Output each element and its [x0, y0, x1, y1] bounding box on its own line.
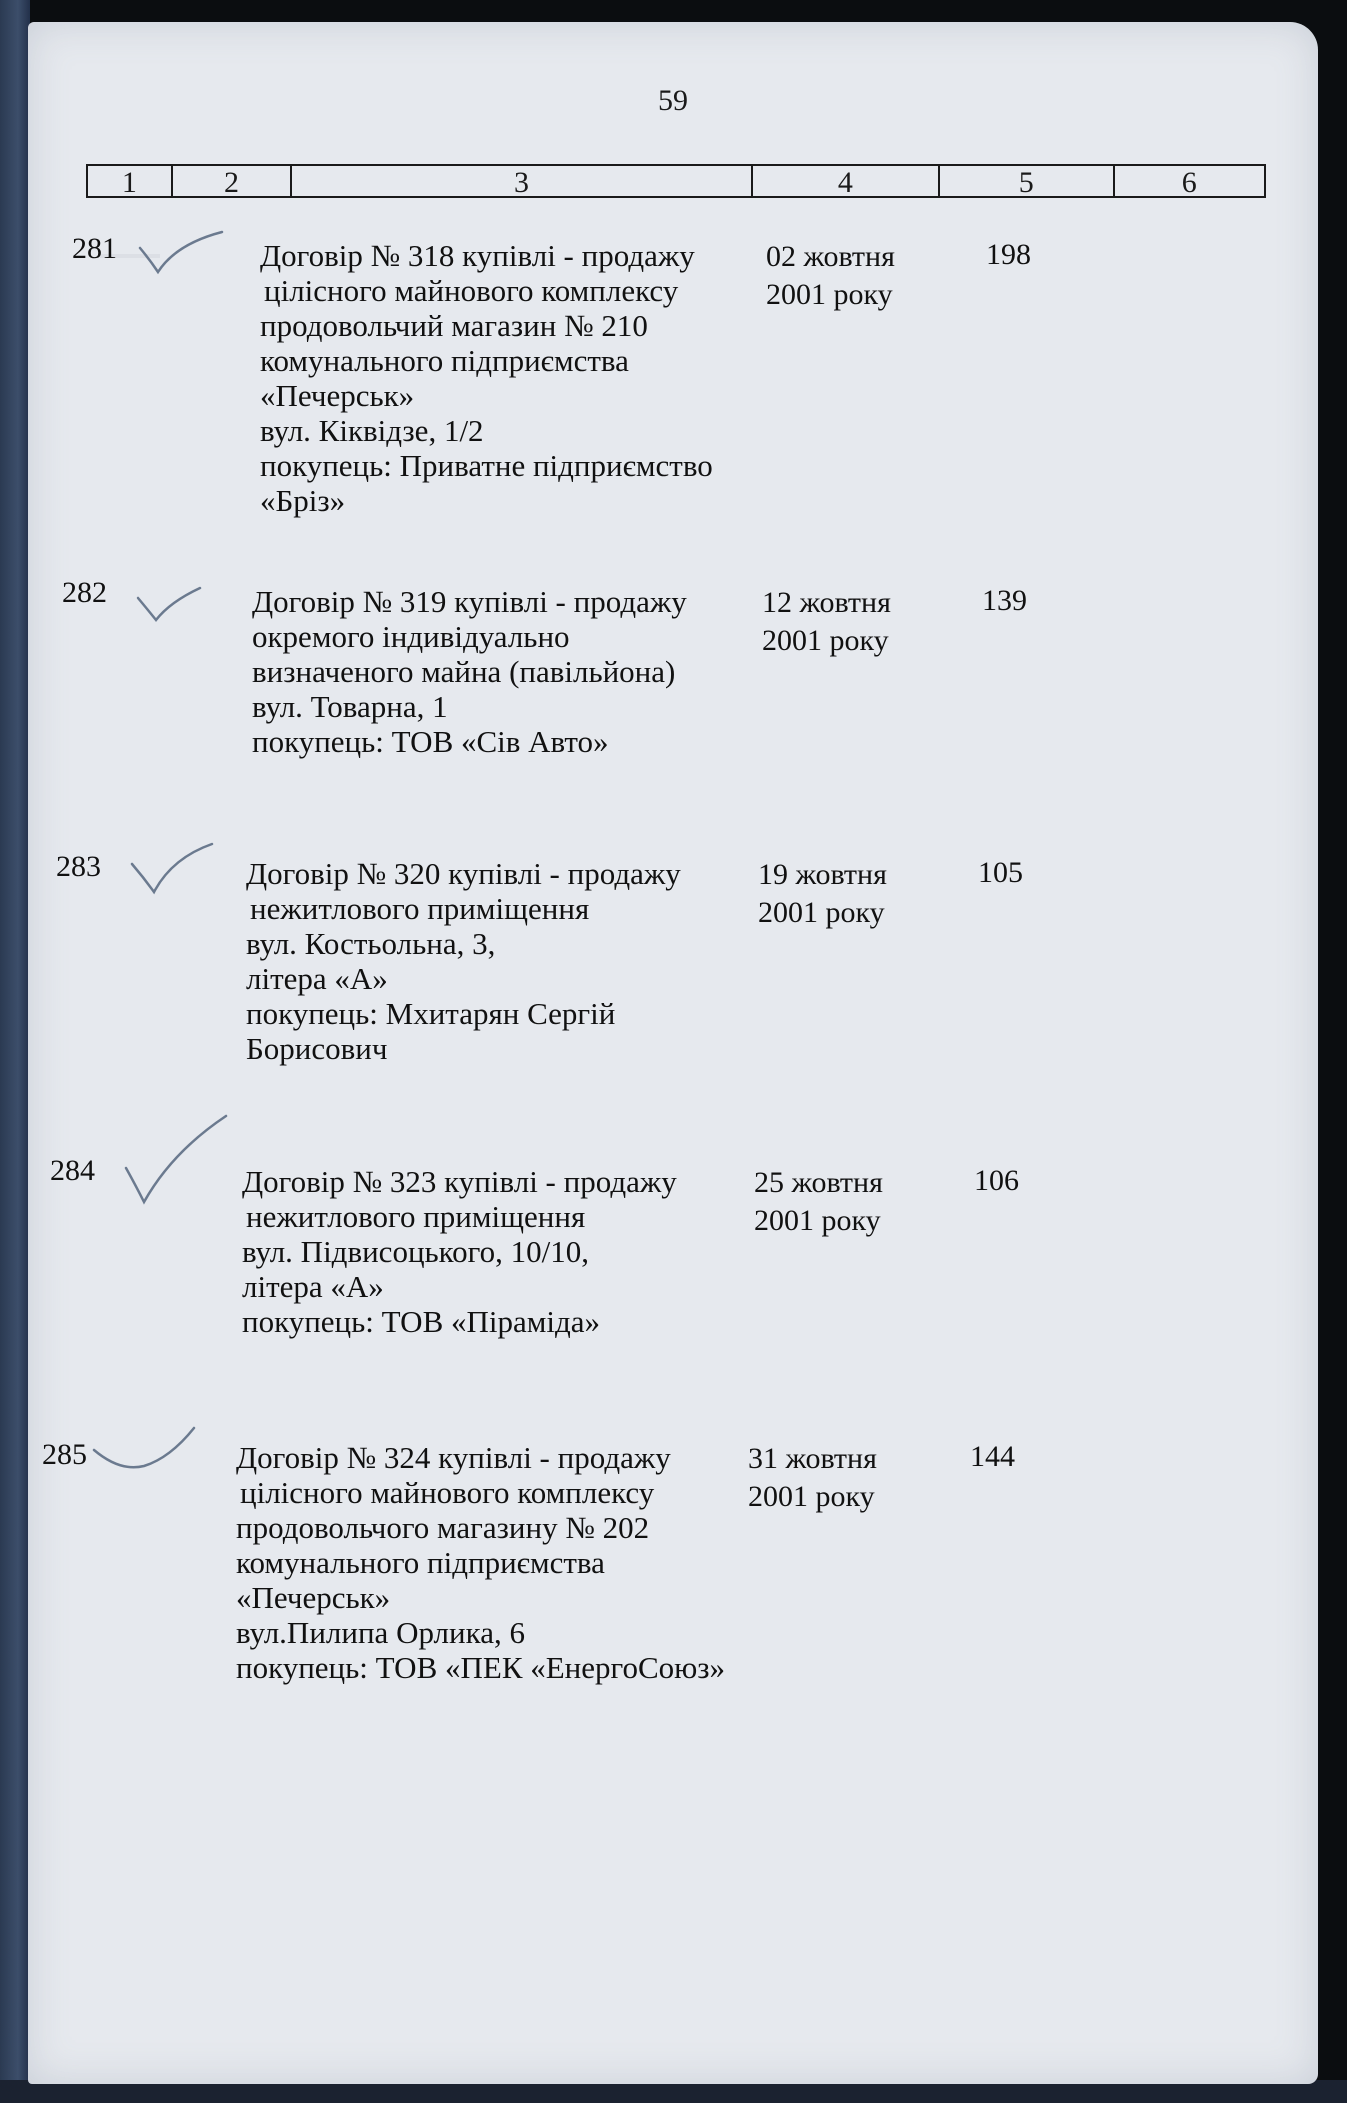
row-number: 281	[72, 232, 117, 265]
header-col-5: 5	[940, 166, 1114, 196]
page-number: 59	[658, 84, 688, 117]
description-line: покупець: ТОВ «Сів Авто»	[252, 724, 609, 759]
row-pages: 144	[970, 1440, 1015, 1473]
description-line: Договір № 324 купівлі - продажу	[236, 1440, 671, 1475]
row-description	[236, 1440, 756, 1685]
description-line: цілісного майнового комплексу	[240, 1475, 655, 1510]
description-line: Договір № 319 купівлі - продажу	[252, 584, 687, 619]
checkmark-icon	[134, 576, 206, 626]
description-line: визначеного майна (павільйона)	[252, 654, 676, 689]
row-date	[748, 1440, 948, 1516]
description-line: Договір № 323 купівлі - продажу	[242, 1164, 677, 1199]
date-year: 2001 року	[762, 624, 889, 657]
description-line: вул. Товарна, 1	[252, 689, 448, 724]
row-number: 285	[42, 1438, 87, 1471]
document-page	[28, 22, 1318, 2084]
row-date	[754, 1164, 954, 1240]
date-year: 2001 року	[748, 1480, 875, 1513]
checkmark-icon	[136, 226, 228, 278]
date-day: 19 жовтня	[758, 858, 887, 891]
header-col-3: 3	[292, 166, 752, 196]
description-line: Договір № 318 купівлі - продажу	[260, 238, 695, 273]
row-description	[246, 856, 766, 1066]
description-line: нежитлового приміщення	[250, 891, 590, 926]
date-day: 02 жовтня	[766, 240, 895, 273]
description-line: покупець: ТОВ «ПЕК «ЕнергоСоюз»	[236, 1650, 726, 1685]
description-line: нежитлового приміщення	[246, 1199, 586, 1234]
checkmark-icon	[122, 1112, 232, 1212]
row-pages: 105	[978, 856, 1023, 889]
date-day: 25 жовтня	[754, 1166, 883, 1199]
description-line: продовольчий магазин № 210	[260, 308, 648, 343]
description-line: вул. Костьольна, 3,	[246, 926, 496, 961]
row-date	[762, 584, 962, 660]
date-day: 31 жовтня	[748, 1442, 877, 1475]
row-description	[260, 238, 780, 518]
description-line: Борисович	[246, 1031, 388, 1066]
row-pages: 139	[982, 584, 1027, 617]
description-line: комунального підприємства	[260, 343, 629, 378]
row-number: 284	[50, 1154, 95, 1187]
description-line: вул. Кіквідзе, 1/2	[260, 413, 484, 448]
description-line: вул.Пилипа Орлика, 6	[236, 1615, 525, 1650]
row-pages: 106	[974, 1164, 1019, 1197]
description-line: літера «А»	[242, 1269, 384, 1304]
date-day: 12 жовтня	[762, 586, 891, 619]
row-date	[758, 856, 958, 932]
checkmark-icon	[128, 838, 218, 898]
date-year: 2001 року	[758, 896, 885, 929]
description-line: літера «А»	[246, 961, 388, 996]
row-number: 282	[62, 576, 107, 609]
header-col-1: 1	[88, 166, 173, 196]
checkmark-icon	[90, 1422, 200, 1482]
date-year: 2001 року	[766, 278, 893, 311]
description-line: цілісного майнового комплексу	[264, 273, 679, 308]
header-col-4: 4	[753, 166, 940, 196]
description-line: окремого індивідуально	[252, 619, 570, 654]
description-line: «Бріз»	[260, 483, 346, 518]
description-line: «Печерськ»	[236, 1580, 391, 1615]
description-line: «Печерськ»	[260, 378, 415, 413]
description-line: вул. Підвисоцького, 10/10,	[242, 1234, 589, 1269]
description-line: покупець: ТОВ «Піраміда»	[242, 1304, 601, 1339]
description-line: Договір № 320 купівлі - продажу	[246, 856, 681, 891]
header-col-2: 2	[173, 166, 293, 196]
description-line: продовольчого магазину № 202	[236, 1510, 650, 1545]
description-line: покупець: Приватне підприємство	[260, 448, 713, 483]
row-pages: 198	[986, 238, 1031, 271]
table-header	[86, 164, 1266, 198]
row-date	[766, 238, 966, 314]
binding-edge	[0, 0, 30, 2103]
row-description	[242, 1164, 762, 1339]
row-description	[252, 584, 772, 759]
row-number: 283	[56, 850, 101, 883]
date-year: 2001 року	[754, 1204, 881, 1237]
header-col-6: 6	[1181, 166, 1197, 199]
description-line: комунального підприємства	[236, 1545, 605, 1580]
description-line: покупець: Мхитарян Сергій	[246, 996, 616, 1031]
